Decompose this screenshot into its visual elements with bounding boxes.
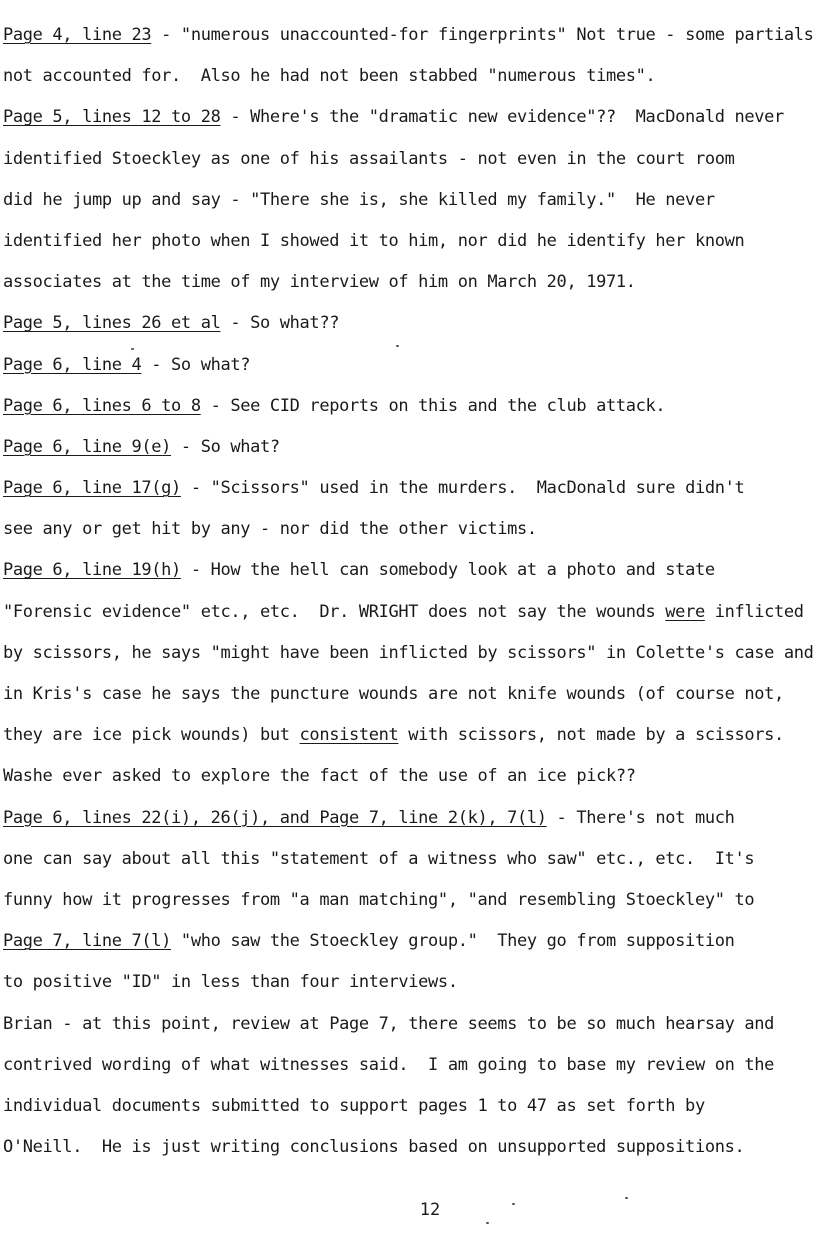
text-line [3,352,840,393]
line-text: - "Scissors" used in the murders. MacDonald sure didn't [180,478,745,499]
underlined-reference: Page 6, line 19(h) [3,560,181,581]
text-line [3,475,840,516]
line-text: "who saw the Stoeckley group." They go from supposition [171,931,735,952]
text-line [3,393,840,434]
line-text: did he jump up and say - "There she is, she killed my family." He never [3,189,715,210]
text-line [3,599,840,640]
line-text: O'Neill. He is just writing conclusions based on unsupported suppositions. [3,1137,745,1158]
line-text: see any or get hit by any - nor did the other victims. [3,519,537,540]
line-text: - So what?? [220,313,340,334]
text-line [3,681,840,722]
text-line [3,187,840,228]
text-line [3,1134,840,1175]
underlined-reference: Page 7, line 7(l) [3,931,172,952]
line-text: Brian - at this point, review at Page 7, there seems to be so much hearsay and [3,1013,775,1034]
scan-speck [486,1222,489,1224]
text-line [3,805,840,846]
line-text: contrived wording of what witnesses said. I am going to base my review on the [3,1054,775,1075]
text-line [3,269,840,310]
line-text: - There's not much [546,807,735,828]
text-line [3,146,840,187]
underlined-reference: were [665,601,705,622]
line-text: not accounted for. Also he had not been stabbed "numerous times". [3,66,656,87]
text-line [3,22,840,63]
line-text: identified her photo when I showed it to him, nor did he identify her known [3,230,745,251]
text-line [3,722,840,763]
text-line [3,887,840,928]
text-line [3,310,840,351]
text-line [3,434,840,475]
line-text: - Where's the "dramatic new evidence"?? MacDonald never [220,107,784,128]
text-line [3,516,840,557]
page-number: 12 [419,1200,441,1220]
line-text: by scissors, he says "might have been inflicted by scissors" in Colette's case and [3,642,814,663]
line-text: to positive "ID" in less than four interviews. [3,972,458,993]
underlined-reference: Page 6, line 17(g) [3,478,181,499]
line-text: identified Stoeckley as one of his assailants - not even in the court room [3,148,735,169]
line-text: one can say about all this "statement of a witness who saw" etc., etc. It's [3,848,755,869]
line-text: individual documents submitted to support pages 1 to 47 as set forth by [3,1095,705,1116]
underlined-reference: Page 6, line 4 [3,354,142,375]
line-text: they are ice pick wounds) but [3,725,300,746]
typed-text-body [3,22,840,1175]
scan-speck [396,345,399,347]
text-line [3,1011,840,1052]
underlined-reference: consistent [299,725,399,746]
text-line [3,763,840,804]
line-text: inflicted [704,601,804,622]
line-text: - "numerous unaccounted-for fingerprints" Not true - some partials [151,25,814,45]
text-line [3,228,840,269]
line-text: "Forensic evidence" etc., etc. Dr. WRIGHT does not say the wounds [3,601,666,622]
text-line [3,846,840,887]
scan-speck [512,1203,515,1205]
underlined-reference: Page 6, lines 6 to 8 [3,395,201,416]
text-line [3,1052,840,1093]
text-line [3,969,840,1010]
text-line [3,557,840,598]
text-line [3,63,840,104]
underlined-reference: Page 5, lines 12 to 28 [3,107,221,128]
scan-speck [131,348,134,350]
line-text: - See CID reports on this and the club attack. [200,395,666,416]
text-line [3,1093,840,1134]
text-line [3,104,840,145]
line-text: - How the hell can somebody look at a photo and state [180,560,715,581]
line-text: associates at the time of my interview of him on March 20, 1971. [3,272,636,293]
line-text: - So what? [171,436,280,457]
underlined-reference: Page 6, line 9(e) [3,436,172,457]
line-text: with scissors, not made by a scissors. [398,725,784,746]
underlined-reference: Page 5, lines 26 et al [3,313,221,334]
scan-speck [625,1197,628,1199]
text-line [3,640,840,681]
line-text: in Kris's case he says the puncture wounds are not knife wounds (of course not, [3,684,784,704]
underlined-reference: Page 6, lines 22(i), 26(j), and Page 7, line 2(k), 7(l) [3,807,547,828]
line-text: - So what? [141,354,251,375]
line-text: Washe ever asked to explore the fact of the use of an ice pick?? [3,766,636,787]
text-line [3,928,840,969]
line-text: funny how it progresses from "a man matching", "and resembling Stoeckley" to [3,889,755,910]
underlined-reference: Page 4, line 23 [3,25,152,45]
